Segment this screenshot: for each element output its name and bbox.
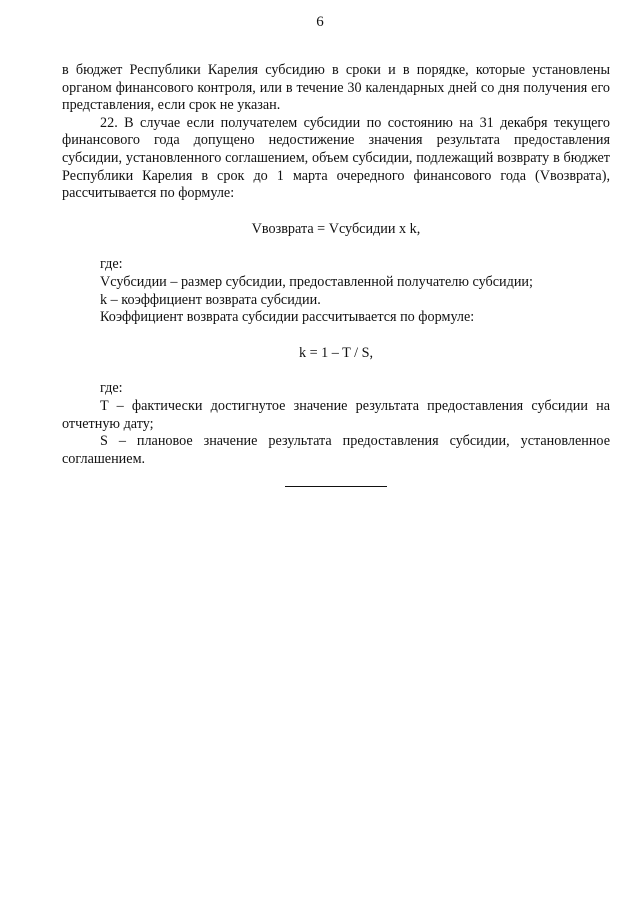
paragraph-22: 22. В случае если получателем субсидии по состоянию на 31 декабря текущего финансового года допущено недостижение значения результата предоставления субсидии, установленного соглашением, объем субсидии, подлежащий возврату в бюджет Республики Карелия в срок до 1 марта очередного финансового года (Vвозврата), рассчитывается по формуле: — [62, 114, 610, 202]
definition-v-subsidy: Vсубсидии – размер субсидии, предоставленной получателю субсидии; — [100, 273, 533, 290]
where-label-2: где: — [100, 380, 123, 397]
formula-coefficient: k = 1 – T / S, — [298, 344, 374, 361]
where-label-1: где: — [100, 256, 123, 273]
definition-t: T – фактически достигнутое значение результата предоставления субсидии на отчетную дату; — [62, 397, 610, 432]
coefficient-intro: Коэффициент возврата субсидии рассчитывается по формуле: — [100, 309, 475, 326]
end-divider — [285, 486, 387, 487]
definition-k: k – коэффициент возврата субсидии. — [100, 291, 321, 308]
document-body — [62, 62, 610, 487]
formula-refund-volume: Vвозврата = Vсубсидии x k, — [251, 220, 421, 237]
page-number: 6 — [316, 14, 324, 30]
definition-s: S – плановое значение результата предоставления субсидии, установленное соглашением. — [62, 433, 610, 467]
paragraph-continuation: в бюджет Республики Карелия субсидию в сроки и в порядке, которые установлены органом финансового контроля, или в течение 30 календарных дней со дня получения его представления, если срок не указан. — [62, 62, 610, 114]
